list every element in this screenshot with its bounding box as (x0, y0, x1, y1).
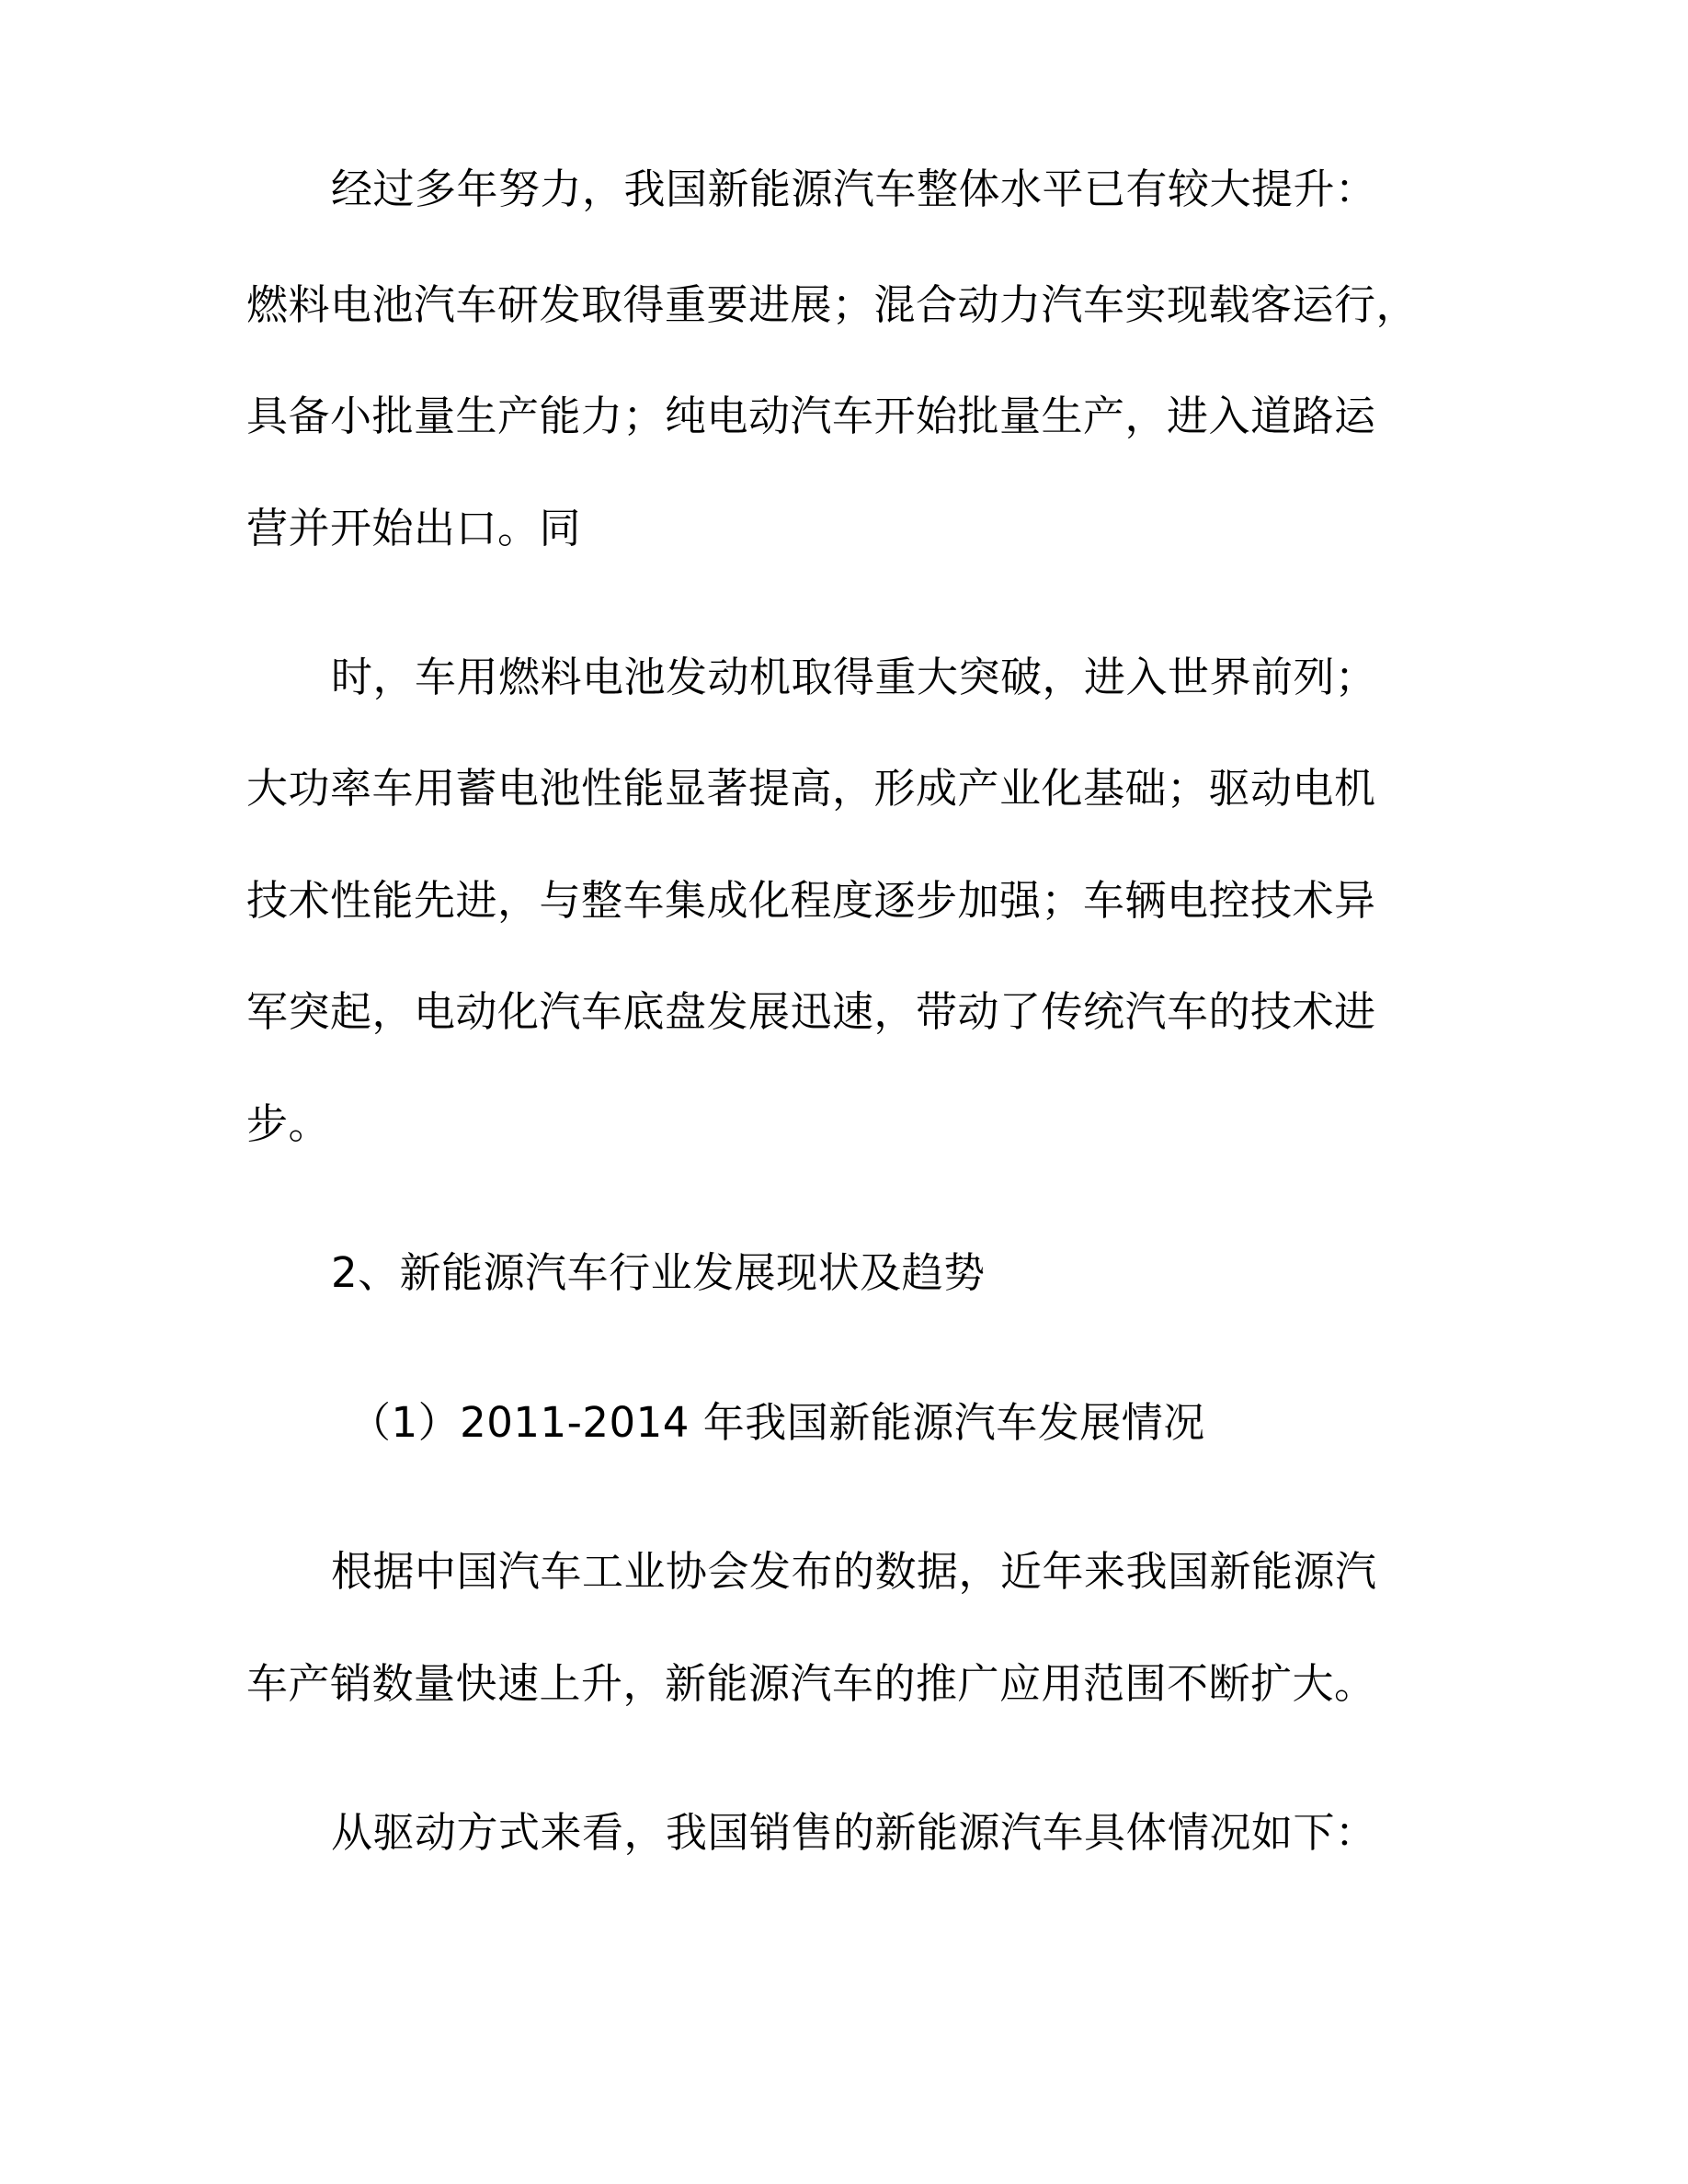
paragraph-1-line-4: 营并开始出口。同 (246, 504, 582, 552)
subsection-heading: （1）2011-2014 年我国新能源汽车发展情况 (349, 1398, 1205, 1447)
paragraph-1-line-1: 经过多年努力，我国新能源汽车整体水平已有较大提升： (331, 165, 1377, 213)
section-heading: 2、新能源汽车行业发展现状及趋势 (331, 1248, 986, 1297)
paragraph-1-line-2: 燃料电池汽车研发取得重要进展；混合动力汽车实现载客运行， (246, 280, 1419, 329)
paragraph-2-line-1: 时，车用燃料电池发动机取得重大突破，进入世界前列； (331, 653, 1377, 701)
paragraph-3-line-2: 车产销数量快速上升，新能源汽车的推广应用范围不断扩大。 (246, 1659, 1376, 1708)
paragraph-2-line-5: 步。 (246, 1099, 331, 1148)
paragraph-4-line-1: 从驱动方式来看，我国销售的新能源汽车具体情况如下： (331, 1808, 1377, 1857)
paragraph-2-line-2: 大功率车用蓄电池性能显著提高，形成产业化基础；驱动电机 (246, 764, 1376, 813)
paragraph-2-line-4: 军突起，电动化汽车底盘发展迅速，带动了传统汽车的技术进 (246, 987, 1376, 1036)
paragraph-1-line-3: 具备小批量生产能力；纯电动汽车开始批量生产，进入道路运 (246, 392, 1376, 440)
paragraph-2-line-3: 技术性能先进，与整车集成化程度逐步加强；车辆电控技术异 (246, 876, 1376, 925)
paragraph-3-line-1: 根据中国汽车工业协会发布的数据，近年来我国新能源汽 (331, 1547, 1377, 1596)
